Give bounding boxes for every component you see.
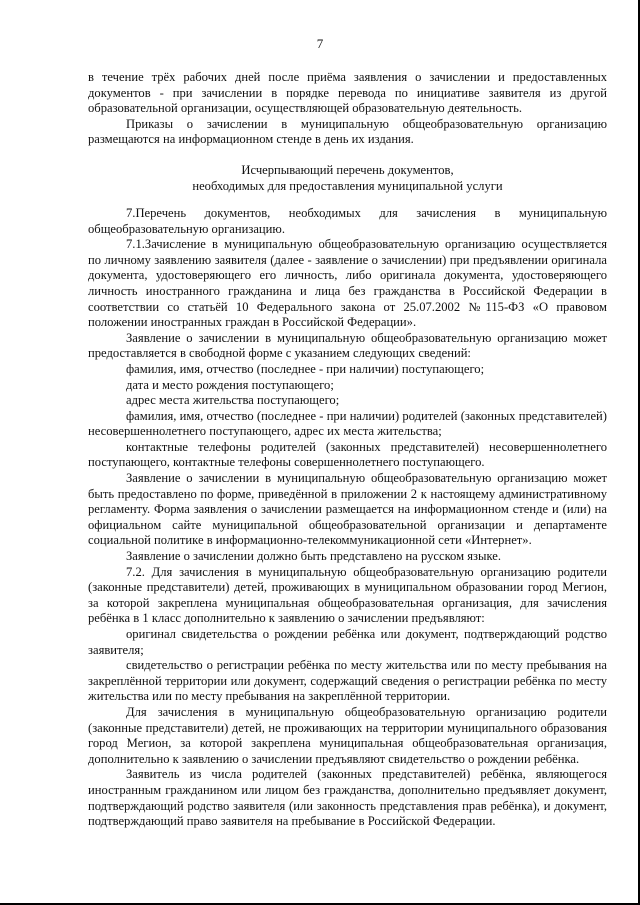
heading-line: необходимых для предоставления муниципальной услуги xyxy=(192,178,503,193)
list-item: дата и место рождения поступающего; xyxy=(126,377,334,392)
section-heading xyxy=(88,162,607,194)
list-item: контактные телефоны родителей (законных представителей) несовершеннолетнего поступающего, контактные телефоны совершеннолетнего поступающего. xyxy=(88,439,607,470)
heading-line: Исчерпывающий перечень документов, xyxy=(241,162,454,177)
list-item: оригинал свидетельства о рождении ребёнка или документ, подтверждающий родство заявителя; xyxy=(88,627,607,657)
page-number: 7 xyxy=(316,36,324,51)
list-item: фамилия, имя, отчество (последнее - при наличии) родителей (законных представителей) несовершеннолетнего поступающего, адрес их места жительства; xyxy=(88,408,607,439)
paragraph: Заявление о зачислении в муниципальную общеобразовательную организацию может быть предоставлено по форме, приведённой в приложении 2 к настоящему административному регламенту. Форма заявления о зачислении размещается на информационном стенде и (или) на официальном сайте муниципальной общеобразовательной организации и департаменте социальной политике в информационно-телекоммуникационной сети «Интернет». xyxy=(88,471,607,548)
paragraph: Заявление о зачислении должно быть представлено на русском языке. xyxy=(126,549,502,564)
list-item: фамилия, имя, отчество (последнее - при наличии) поступающего; xyxy=(126,361,485,376)
paragraph: Заявитель из числа родителей (законных представителей) ребёнка, являющегося иностранным гражданином или лицом без гражданства, дополнительно предъявляет документ, подтверждающий родство заявителя (или законность представления прав ребёнка), и документ, подтверждающий право заявителя на пребывание в Российской Федерации. xyxy=(88,767,607,829)
paragraph: 7.Перечень документов, необходимых для зачисления в муниципальную общеобразовательную организацию. xyxy=(88,205,607,236)
list-item: свидетельство о регистрации ребёнка по месту жительства или по месту пребывания на закреплённой территории или документ, содержащий сведения о регистрации ребёнка по месту жительства или по месту пребывания на закреплённой территории. xyxy=(88,658,607,704)
paragraph: Заявление о зачислении в муниципальную общеобразовательную организацию может предоставляется в свободной форме с указанием следующих сведений: xyxy=(88,330,607,361)
page-content xyxy=(88,70,607,830)
paragraph: 7.2. Для зачисления в муниципальную общеобразовательную организацию родители (законные представители) детей, проживающих в муниципальном образовании город Мегион, за которой закреплена муниципальная общеобразовательная организация, для зачисления ребёнка в 1 класс дополнительно к заявлению о зачислении предъявляют: xyxy=(88,564,607,626)
paragraph: Приказы о зачислении в муниципальную общеобразовательную организацию размещаются на информационном стенде в день их издания. xyxy=(88,116,607,147)
list-item: адрес места жительства поступающего; xyxy=(126,393,340,408)
paragraph: 7.1.Зачисление в муниципальную общеобразовательную организацию осуществляется по личному заявлению заявителя (далее - заявление о зачислении) при предъявлении оригинала документа, удостоверяющего его личность, либо оригинала документа, удостоверяющего личность иностранного гражданина и лица без гражданства в Российской Федерации в соответствии со статьёй 10 Федерального закона от 25.07.2002 №115-ФЗ «О правовом положении иностранных граждан в Российской Федерации». xyxy=(88,237,607,330)
paragraph: Для зачисления в муниципальную общеобразовательную организацию родители (законные представители) детей, не проживающих на территории муниципального образования город Мегион, за которой закреплена муниципальная общеобразовательная организация, дополнительно к заявлению о зачислении предъявляют свидетельство о рождении ребёнка. xyxy=(88,704,607,766)
paragraph: в течение трёх рабочих дней после приёма заявления о зачислении и предоставленных документов - при зачислении в порядке перевода по инициативе заявителя из другой образовательной организации, осуществляющей образовательную деятельность. xyxy=(88,70,607,116)
